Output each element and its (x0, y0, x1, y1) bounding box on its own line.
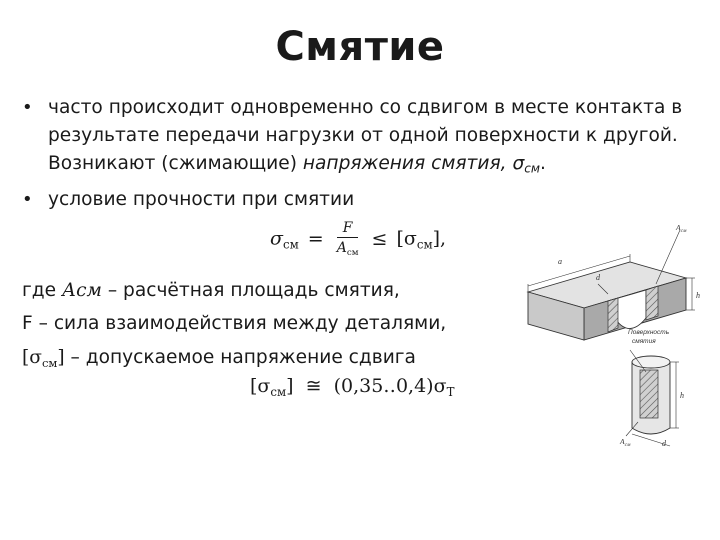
formula-bound-subscript: см (416, 237, 433, 252)
formula-bound: [σ (396, 227, 417, 250)
formula2-left-subscript: см (270, 385, 287, 400)
formula-denominator (337, 238, 359, 258)
dim-label-h-bottom: h (680, 391, 684, 400)
bullet-text: условие прочности при смятии (48, 189, 355, 210)
definition-area-text: – расчётная площадь смятия, (101, 280, 400, 301)
formula-numerator: F (337, 220, 359, 238)
bullet-dot-icon: • (22, 97, 33, 118)
strength-condition-formula (270, 220, 446, 272)
dim-label-area-top (675, 223, 687, 234)
definition-force: F – сила взаимодействия между деталями, (22, 313, 447, 334)
surface-label-line2: смятия (632, 338, 656, 345)
dim-label-h-top: h (696, 291, 700, 300)
area-bottom-symbol: A (620, 437, 625, 446)
bullet-text-main: часто происходит одновременно со сдвигом в месте контакта в результате передачи нагрузки от одной поверхности к другой. Возникают (сжимающие) (48, 97, 683, 174)
definition-area (22, 278, 400, 304)
definition-stress-symbol: [σ (22, 347, 42, 368)
allowable-stress-formula (250, 375, 454, 399)
definition-allowable-stress (22, 345, 416, 376)
formula-sigma: σ (270, 227, 283, 250)
bullet-text-tail: . (540, 153, 546, 174)
dim-label-a: a (558, 257, 562, 266)
definition-stress-close: ] (57, 347, 65, 368)
slide-title: Смятие (275, 24, 445, 70)
dim-label-d-bottom: d (662, 439, 666, 447)
formula-denominator-subscript: см (346, 248, 359, 259)
formula-sigma-subscript: см (282, 237, 299, 252)
area-top-subscript: см (680, 228, 687, 234)
formula2-approx: ≅ (305, 375, 322, 397)
formula-bound-close: ], (432, 227, 447, 250)
definition-prefix: где (22, 280, 62, 301)
area-top-symbol: A (676, 223, 681, 232)
bullet-item-strength-condition (22, 186, 712, 214)
bullet-text (48, 94, 720, 183)
formula2-left: [σ (250, 375, 271, 397)
formula-denominator-symbol: A (336, 240, 347, 256)
definition-stress-text: – допускаемое напряжение сдвига (64, 347, 416, 368)
crushing-stress-subscript: см (524, 161, 541, 176)
area-bottom-subscript: см (624, 442, 631, 447)
crushing-stress-term: напряжения смятия, σ (302, 153, 525, 174)
bullet-item-crushing (22, 94, 712, 184)
bullet-dot-icon: • (22, 189, 33, 210)
formula-leq: ≤ (371, 227, 388, 250)
formula2-range: (0,35‥0,4)σ (333, 375, 447, 397)
formula-fraction (337, 220, 359, 258)
formula2-left-close: ] (286, 375, 294, 397)
crushing-diagram (480, 222, 710, 447)
dim-label-d: d (596, 273, 600, 282)
definition-area-symbol: Асм (61, 280, 102, 301)
formula-equals: = (307, 227, 324, 250)
surface-label-line1: Поверхность (628, 329, 670, 336)
dim-label-area-bottom (619, 437, 631, 447)
formula2-range-subscript: Т (446, 385, 455, 400)
definition-stress-subscript: см (41, 356, 58, 371)
